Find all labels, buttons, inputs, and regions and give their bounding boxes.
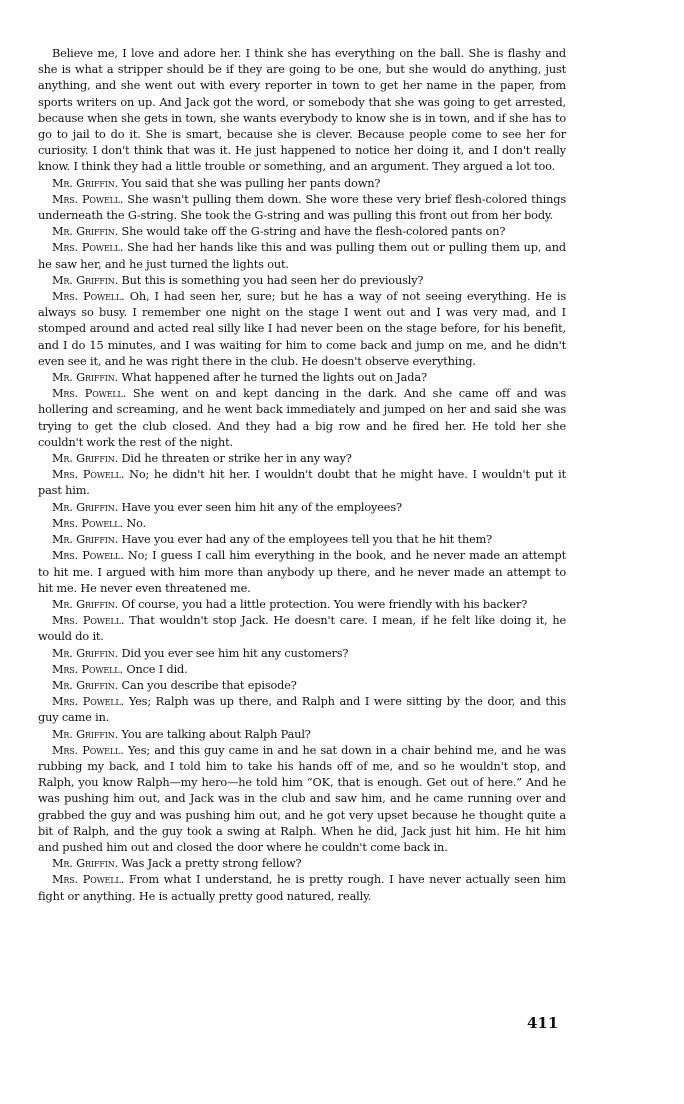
speaker-label: Mrs. Powell. [52, 549, 124, 563]
speaker-label: Mr. Griffin. [52, 597, 119, 611]
speaker-label: Mr. Griffin. [52, 727, 119, 741]
paragraph [38, 46, 566, 176]
paragraph [38, 646, 566, 662]
paragraph [38, 872, 566, 904]
paragraph [38, 548, 566, 597]
paragraph-text: No; he didn't hit her. I wouldn't doubt that he might have. I wouldn't put it past him. [38, 468, 566, 498]
paragraph-text: But this is something you had seen her do previously? [121, 273, 424, 287]
paragraph [38, 500, 566, 516]
paragraph-text: Have you ever seen him hit any of the employees? [121, 500, 402, 514]
paragraph [38, 532, 566, 548]
speaker-label: Mrs. Powell. [52, 614, 125, 628]
paragraph-text: From what I understand, he is pretty rough. I have never actually seen him fight or anything. He is actually pretty good natured, really. [38, 873, 566, 903]
paragraph-text: Oh, I had seen her, sure; but he has a way of not seeing everything. He is always so busy. I remember one night on the stage I went out and I was very mad, and I stomped around and acted real silly like I had never been on the stage before, for his benefit, and I do 15 minutes, and I was waiting for him to come back and jump on me, and he didn't even see it, and he was right there in the club. He doesn't observe everything. [38, 290, 566, 368]
paragraph [38, 694, 566, 726]
paragraph-text: Can you describe that episode? [121, 678, 297, 692]
paragraph [38, 597, 566, 613]
speaker-label: Mr. Griffin. [52, 646, 119, 660]
paragraph [38, 386, 566, 451]
speaker-label: Mrs. Powell. [52, 387, 127, 401]
paragraph [38, 192, 566, 224]
paragraph-text: Yes; and this guy came in and he sat down in a chair behind me, and he was rubbing my back, and I told him to take his hands off of me, and so he wouldn't stop, and Ralph, you know Ralph—my hero—he told him “OK, that is enough. Get out of here.” And he was pushing him out, and Jack was in the club and saw him, and he came running over and grabbed the guy and was pushing him out, and he got very upset because he thought quite a bit of Ralph, and the guy took a swing at Ralph. When he did, Jack just hit him. He hit him and pushed him out and closed the door where he couldn't come back in. [38, 743, 566, 854]
paragraph-text: She went on and kept dancing in the dark. And she came off and was hollering and screaming, and he went back immediately and jumped on her and said she was trying to get the club closed. And they had a big row and he fired her. He told her she couldn't work the rest of the night. [38, 387, 566, 449]
paragraph [38, 224, 566, 240]
paragraph-text: Believe me, I love and adore her. I think she has everything on the ball. She is flashy and she is what a stripper should be if they are going to be one, but she would do anything, just anything, and she went out with every reporter in town to get her name in the paper, from sports writers on up. And Jack got the word, or somebody that she was going to get arrested, because when she gets in town, she wants everybody to know she is in town, and if she has to go to jail to do it. She is smart, because she is clever. Because people come to see her for curiosity. I don't think that was it. He just happened to notice her doing it, and I don't really know. I think they had a little trouble or something, and an argument. They argued a lot too. [38, 47, 566, 174]
paragraph [38, 613, 566, 645]
paragraph-text: Once I did. [126, 662, 188, 676]
paragraph [38, 678, 566, 694]
paragraph [38, 289, 566, 370]
page-number: 411 [527, 1014, 559, 1032]
transcript-body [38, 46, 566, 905]
speaker-label: Mrs. Powell. [52, 695, 125, 709]
speaker-label: Mr. Griffin. [52, 678, 119, 692]
paragraph-text: No; I guess I call him everything in the book, and he never made an attempt to hit me. I argued with him more than anybody up there, and he never made an attempt to hit me. He never even threatened me. [38, 549, 566, 595]
paragraph-text: Have you ever had any of the employees tell you that he hit them? [121, 533, 493, 547]
speaker-label: Mrs. Powell. [52, 290, 125, 304]
speaker-label: Mrs. Powell. [52, 873, 125, 887]
paragraph [38, 451, 566, 467]
paragraph [38, 727, 566, 743]
paragraph [38, 273, 566, 289]
paragraph [38, 240, 566, 272]
paragraph-text: What happened after he turned the lights out on Jada? [121, 371, 427, 385]
paragraph-text: You are talking about Ralph Paul? [121, 727, 311, 741]
speaker-label: Mr. Griffin. [52, 857, 119, 871]
paragraph [38, 370, 566, 386]
paragraph [38, 467, 566, 499]
paragraph-text: She had her hands like this and was pulling them out or pulling them up, and he saw her, and he just turned the lights out. [38, 241, 566, 271]
speaker-label: Mr. Griffin. [52, 500, 119, 514]
paragraph-text: Of course, you had a little protection. You were friendly with his backer? [121, 597, 528, 611]
speaker-label: Mr. Griffin. [52, 371, 119, 385]
paragraph [38, 856, 566, 872]
paragraph-text: Was Jack a pretty strong fellow? [121, 857, 302, 871]
speaker-label: Mr. Griffin. [52, 225, 119, 239]
paragraph [38, 176, 566, 192]
speaker-label: Mrs. Powell. [52, 662, 123, 676]
speaker-label: Mrs. Powell. [52, 516, 123, 530]
speaker-label: Mr. Griffin. [52, 452, 119, 466]
speaker-label: Mrs. Powell. [52, 241, 124, 255]
speaker-label: Mrs. Powell. [52, 468, 125, 482]
paragraph-text: Did you ever see him hit any customers? [121, 646, 349, 660]
paragraph-text: No. [126, 516, 146, 530]
speaker-label: Mr. Griffin. [52, 176, 119, 190]
speaker-label: Mr. Griffin. [52, 273, 119, 287]
paragraph-text: She wasn't pulling them down. She wore these very brief flesh-colored things underneath the G-string. She took the G-string and was pulling this front out from her body. [38, 192, 566, 223]
paragraph-text: Yes; Ralph was up there, and Ralph and I were sitting by the door, and this guy came in. [38, 695, 566, 725]
paragraph-text: She would take off the G-string and have the flesh-colored pants on? [121, 225, 506, 239]
speaker-label: Mrs. Powell. [52, 743, 124, 757]
paragraph [38, 662, 566, 678]
paragraph [38, 743, 566, 856]
paragraph-text: You said that she was pulling her pants down? [121, 176, 381, 190]
paragraph [38, 516, 566, 532]
paragraph-text: That wouldn't stop Jack. He doesn't care. I mean, if he felt like doing it, he would do it. [38, 614, 566, 644]
speaker-label: Mr. Griffin. [52, 533, 119, 547]
paragraph-text: Did he threaten or strike her in any way? [121, 452, 352, 466]
speaker-label: Mrs. Powell. [52, 192, 124, 206]
